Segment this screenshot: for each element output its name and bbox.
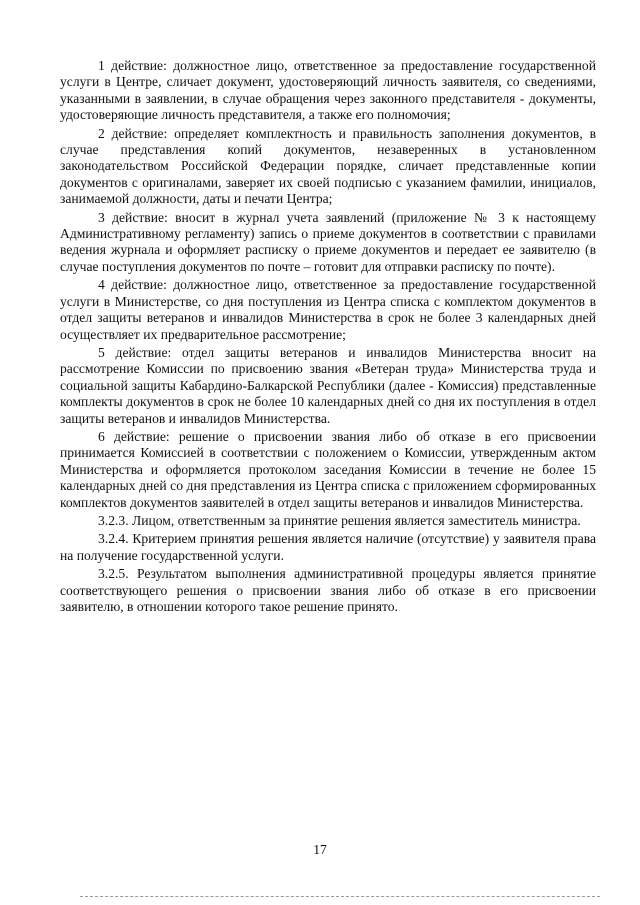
page-number: 17 (313, 842, 327, 857)
paragraph-action-1: 1 действие: должностное лицо, ответственное за предоставление государственной услуги в Центре, сличает документ, удостоверяющий личность заявителя, со сведениями, указанными в заявлении, в случае обращения через законного представителя - документы, удостоверяющие личность представителя, а также его полномочия; (60, 58, 596, 123)
scan-artifact-divider (80, 896, 600, 898)
paragraph-action-4: 4 действие: должностное лицо, ответственное за предоставление государственной услуги в Министерстве, со дня поступления из Центра списка с комплектом документов в отдел защиты ветеранов и инвалидов Министерства в срок не более 3 календарных дней осуществляет их предварительное рассмотрение; (60, 277, 596, 342)
paragraph-3-2-4: 3.2.4. Критерием принятия решения является наличие (отсутствие) у заявителя права на получение государственной услуги. (60, 531, 596, 563)
paragraph-3-2-5: 3.2.5. Результатом выполнения административной процедуры является принятие соответствующего решения о присвоении звания либо об отказе в его присвоении заявителю, в отношении которого такое решение принято. (60, 566, 596, 614)
paragraph-action-6: 6 действие: решение о присвоении звания либо об отказе в его присвоении принимается Комиссией в соответствии с положением о Комиссии, утвержденным актом Министерства и оформляется протоколом заседания Комиссии в течение не более 15 календарных дней со дня представления из Центра списка с приложением сформированных комплектов документов заявителей в отдел защиты ветеранов и инвалидов Министерства. (60, 428, 596, 510)
paragraph-action-5: 5 действие: отдел защиты ветеранов и инвалидов Министерства вносит на рассмотрение Комиссии по присвоению звания «Ветеран труда» Министерства труда и социальной защиты Кабардино-Балкарской Республики (далее - Комиссия) представленные комплекты документов в срок не более 10 календарных дней со дня их поступления в отдел защиты ветеранов и инвалидов Министерства. (60, 344, 596, 426)
paragraph-action-2: 2 действие: определяет комплектность и правильность заполнения документов, в случае представления копий документов, незаверенных в установленном законодательством Российской Федерации порядке, сличает представленные копии документов с оригиналами, заверяет их своей подписью с указанием фамилии, инициалов, занимаемой должности, даты и печати Центра; (60, 125, 596, 207)
paragraph-3-2-3: 3.2.3. Лицом, ответственным за принятие решения является заместитель министра. (98, 512, 581, 528)
document-body (60, 58, 596, 617)
paragraph-action-3: 3 действие: вносит в журнал учета заявлений (приложение № 3 к настоящему Административному регламенту) запись о приеме документов в соответствии с правилами ведения журнала и оформляет расписку о приеме документов и передает ее заявителю (в случае поступления документов по почте – готовит для отправки расписку по почте). (60, 209, 596, 274)
